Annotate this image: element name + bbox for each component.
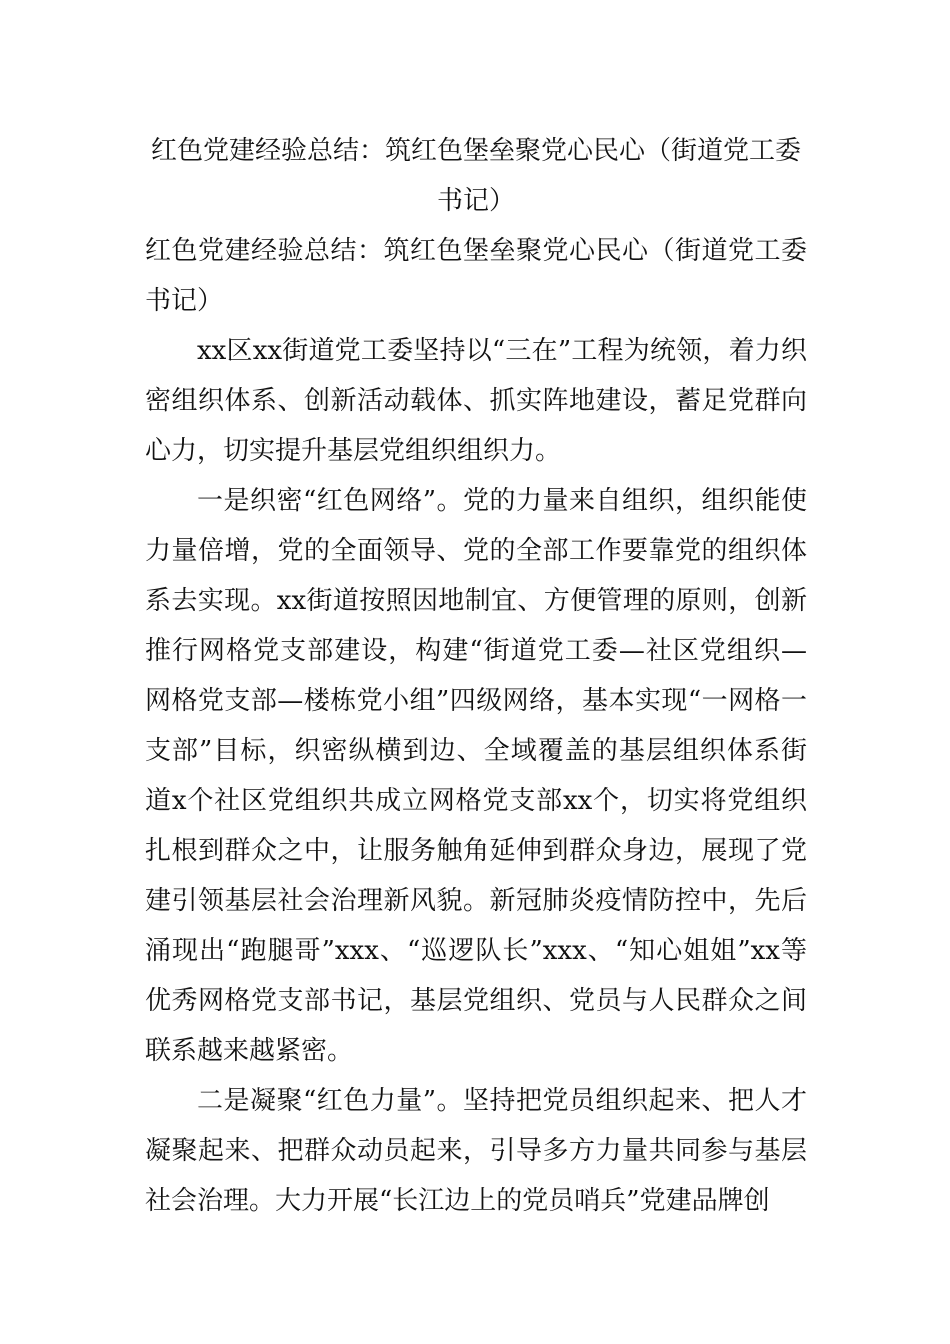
- document-title: 红色党建经验总结：筑红色堡垒聚党心民心（街道党工委书记）: [150, 136, 801, 216]
- section-two-paragraph: 二是凝聚“红色力量”。坚持把党员组织起来、把人才凝聚起来、把群众动员起来，引导多方力量共同参与基层社会治理。大力开展“长江边上的党员哨兵”党建品牌创: [145, 1086, 807, 1216]
- repeated-title-paragraph: 红色党建经验总结：筑红色堡垒聚党心民心（街道党工委书记）: [145, 236, 807, 316]
- intro-paragraph: xx区xx街道党工委坚持以“三在”工程为统领，着力织密组织体系、创新活动载体、抓实阵地建设，蓄足党群向心力，切实提升基层党组织组织力。: [145, 336, 807, 466]
- document-body: [145, 126, 807, 1226]
- section-one-paragraph: 一是织密“红色网络”。党的力量来自组织，组织能使力量倍增，党的全面领导、党的全部工作要靠党的组织体系去实现。xx街道按照因地制宜、方便管理的原则，创新推行网格党支部建设，构建“街道党工委—社区党组织—网格党支部—楼栋党小组”四级网络，基本实现“一网格一支部”目标，织密纵横到边、全域覆盖的基层组织体系街道x个社区党组织共成立网格党支部xx个，切实将党组织扎根到群众之中，让服务触角延伸到群众身边，展现了党建引领基层社会治理新风貌。新冠肺炎疫情防控中，先后涌现出“跑腿哥”xxx、“巡逻队长”xxx、“知心姐姐”xx等优秀网格党支部书记，基层党组织、党员与人民群众之间联系越来越紧密。: [145, 486, 807, 1066]
